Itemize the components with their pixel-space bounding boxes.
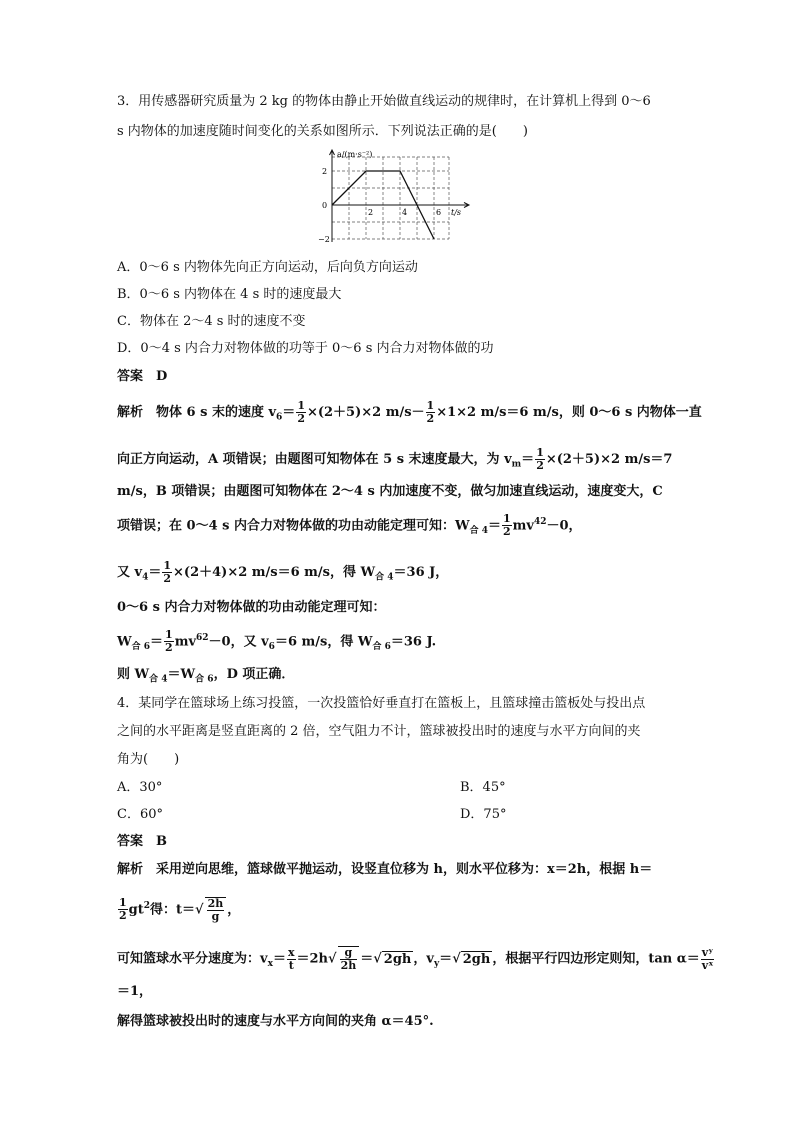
q4-option-a: A．30° bbox=[117, 780, 163, 795]
q3-option-c: C．物体在 2～4 s 时的速度不变 bbox=[117, 314, 306, 329]
fraction: $\frac{1}{2}$ bbox=[163, 559, 172, 585]
q4-analysis-line1: 解析 采用逆向思维，篮球做平抛运动，设竖直位移为 h，则水平位移为：x＝2h，根据 h＝ bbox=[117, 862, 653, 877]
q3-stem-line1: 3．用传感器研究质量为 2 kg 的物体由静止开始做直线运动的规律时，在计算机上得到 0～6 bbox=[117, 94, 651, 109]
fraction: $\frac{x}{t}$ bbox=[287, 945, 295, 972]
fraction: $\frac{1}{2}$ bbox=[165, 628, 173, 655]
y-tick-2: 2 bbox=[322, 167, 328, 176]
q3-answer: 答案 D bbox=[117, 369, 168, 384]
y-axis-label: a/(m·s⁻²) bbox=[337, 150, 373, 159]
y-tick-neg2: −2 bbox=[318, 235, 330, 244]
q3-analysis-line8: 则 $W_{合 4}=W_{合 6}$，D 项正确． bbox=[117, 667, 295, 685]
graph-grid bbox=[332, 157, 449, 239]
q4-analysis-line4: ＝1， bbox=[117, 984, 153, 999]
fraction: $\frac{1}{2}$ bbox=[297, 399, 305, 425]
q3-analysis-line2: 向正方向运动，A 项错误；由题图可知物体在 5 s 末速度最大，为 $v_m=$ $\frac{1}{2}$ ×(2＋5)×2 m/s＝7 bbox=[117, 446, 673, 472]
fraction: $\frac{1}{2}$ bbox=[536, 446, 544, 472]
q4-option-b: B．45° bbox=[460, 780, 506, 795]
x-tick-4: 4 bbox=[402, 208, 408, 217]
q4-answer: 答案 B bbox=[117, 834, 167, 849]
q3-option-b: B．0～6 s 内物体在 4 s 时的速度最大 bbox=[117, 287, 342, 302]
fraction: $\frac{1}{2}$ bbox=[503, 512, 511, 539]
graph-axes bbox=[330, 150, 470, 242]
q3-analysis-line6: 0～6 s 内合力对物体做的功由动能定理可知： bbox=[117, 600, 386, 615]
q3-option-d: D．0～4 s 内合力对物体做的功等于 0～6 s 内合力对物体做的功 bbox=[117, 341, 494, 356]
q3-analysis-line1: 解析 物体 6 s 末的速度 $v_6=$ $\frac{1}{2}$ ×(2＋5)×2 m/s－ $\frac{1}{2}$ ×1×2 m/s＝6 m/s，则 0～6 s 内物体一直 bbox=[117, 399, 702, 425]
q4-analysis-line2: $\frac{1}{2}$ $gt^2$得：t＝√ $\frac{2h}{g}$ ， bbox=[119, 896, 241, 923]
x-axis-label: t/s bbox=[451, 208, 462, 217]
fraction: $\frac{\text{vʸ}}{\text{vˣ}}$ bbox=[701, 945, 714, 972]
q4-options-row1 bbox=[117, 778, 677, 798]
sqrt-fraction: $\frac{g}{2h}$ bbox=[338, 946, 360, 972]
y-tick-0: 0 bbox=[322, 201, 328, 210]
q3-option-a: A．0～6 s 内物体先向正方向运动，后向负方向运动 bbox=[117, 260, 418, 275]
sqrt-fraction: $\frac{2h}{g}$ bbox=[205, 897, 227, 923]
q3-analysis-line4: 项错误；在 0～4 s 内合力对物体做的功由动能定理可知：$W_{合 4}=$ $\frac{1}{2}$ $mv^{42}-0$， bbox=[117, 512, 582, 539]
q4-stem-line2: 之间的水平距离是竖直距离的 2 倍，空气阻力不计，篮球被投出时的速度与水平方向间的夹 bbox=[117, 724, 641, 739]
fraction: $\frac{1}{2}$ bbox=[119, 896, 127, 923]
x-tick-6: 6 bbox=[436, 208, 442, 217]
q4-stem-line3: 角为( ) bbox=[117, 752, 180, 767]
q3-analysis-line7: $W_{合 6}=$ $\frac{1}{2}$ $mv^{62}-0$，又 $v_6=6$ m/s，得 $W_{合 6}=36$ J. bbox=[117, 628, 437, 655]
fraction: $\frac{1}{2}$ bbox=[426, 399, 435, 425]
q3-analysis-line3: m/s，B 项错误；由题图可知物体在 2～4 s 内加速度不变，做匀加速直线运动，速度变大，C bbox=[117, 484, 663, 499]
q4-analysis-line3: 可知篮球水平分速度为：$v_x=$ $\frac{x}{t}$ ＝2h√ $\frac{g}{2h}$ ＝√ 2gh ，$v_y=√$ 2gh ，根据平行四边形定则知，tan α＝ $\frac{\text{vʸ}}{\text{vˣ}}$ bbox=[117, 945, 714, 972]
acceleration-time-graph bbox=[310, 147, 480, 247]
q4-options-row2 bbox=[117, 805, 677, 825]
q4-option-c: C．60° bbox=[117, 807, 163, 822]
x-tick-2: 2 bbox=[368, 208, 374, 217]
q3-stem-line2: s 内物体的加速度随时间变化的关系如图所示．下列说法正确的是( ) bbox=[117, 124, 528, 139]
q3-analysis-line5: 又 $v_4=$ $\frac{1}{2}$ ×(2＋4)×2 m/s＝6 m/s，得 $W_{合 4}=36$ J， bbox=[117, 559, 449, 585]
q4-analysis-line5: 解得篮球被投出时的速度与水平方向间的夹角 α＝45°. bbox=[117, 1014, 434, 1029]
q4-stem-line1: 4．某同学在篮球场上练习投篮，一次投篮恰好垂直打在篮板上，且篮球撞击篮板处与投出点 bbox=[117, 696, 646, 711]
q4-option-d: D．75° bbox=[460, 807, 507, 822]
